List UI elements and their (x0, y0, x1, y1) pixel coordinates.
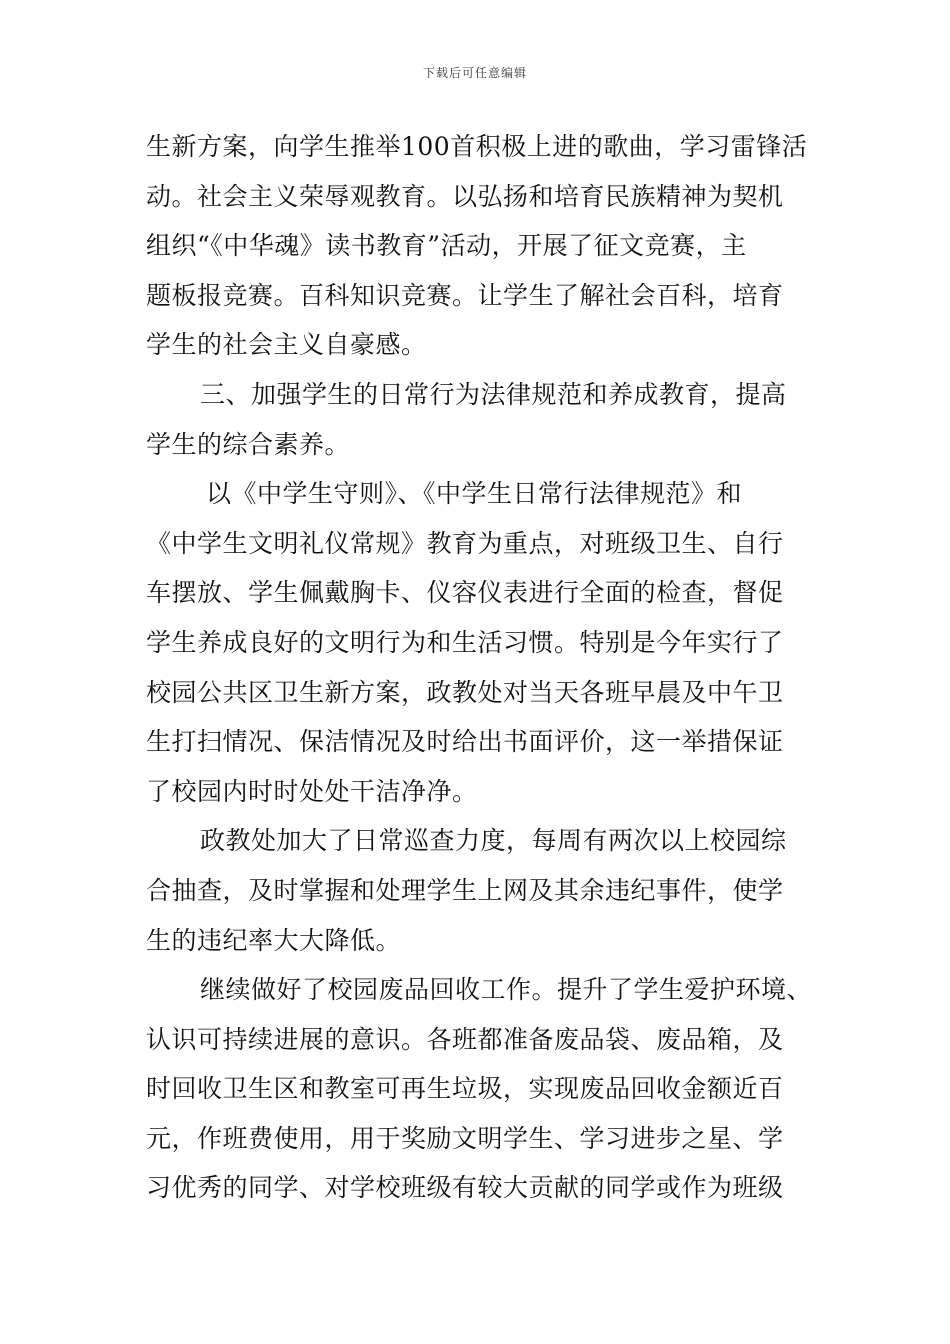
document-body (146, 122, 813, 1213)
text-line: 政教处加大了日常巡查力度，每周有两次以上校园综 (200, 826, 787, 856)
text-line: 题板报竞赛。百科知识竞赛。让学生了解社会百科，培育 (146, 280, 784, 310)
text-line: 时回收卫生区和教室可再生垃圾，实现废品回收金额近百 (146, 1074, 784, 1104)
text-line: 元，作班费使用，用于奖励文明学生、学习进步之星、学 (146, 1123, 784, 1153)
text-line: 合抽查，及时掌握和处理学生上网及其余违纪事件，使学 (146, 875, 784, 905)
text-line: 生打扫情况、保洁情况及时给出书面评价，这一举措保证 (146, 727, 784, 757)
text-line: 习优秀的同学、对学校班级有较大贡献的同学或作为班级 (146, 1173, 784, 1203)
text-line: 了校园内时时处处干洁净净。 (146, 776, 478, 806)
text-line: 生的违纪率大大降低。 (146, 925, 402, 955)
text-line: 学生的社会主义自豪感。 (146, 330, 427, 360)
section-heading-line: 学生的综合素养。 (146, 429, 351, 459)
text-line: 以《中学生守则》、《中学生日常行法律规范》和 (206, 479, 743, 509)
text-line: 《中学生文明礼仪常规》教育为重点，对班级卫生、自行 (146, 528, 784, 558)
text-line: 车摆放、学生佩戴胸卡、仪容仪表进行全面的检查，督促 (146, 578, 784, 608)
text-line: 校园公共区卫生新方案，政教处对当天各班早晨及中午卫 (146, 677, 784, 707)
text-line: 动。社会主义荣辱观教育。以弘扬和培育民族精神为契机 (146, 181, 784, 211)
text-line: 生新方案，向学生推举100首积极上进的歌曲，学习雷锋活 (146, 132, 808, 161)
text-line: 学生养成良好的文明行为和生活习惯。特别是今年实行了 (146, 627, 784, 657)
text-line: 组织“《中华魂》读书教育”活动，开展了征文竞赛，主 (146, 231, 747, 261)
text-line: 继续做好了校园废品回收工作。提升了学生爱护环境、 (200, 975, 813, 1005)
section-heading-line: 三、加强学生的日常行为法律规范和养成教育，提高 (200, 379, 787, 409)
text-line: 认识可持续进展的意识。各班都准备废品袋、废品箱，及 (146, 1024, 784, 1054)
page-header: 下载后可任意编辑 (422, 66, 527, 80)
